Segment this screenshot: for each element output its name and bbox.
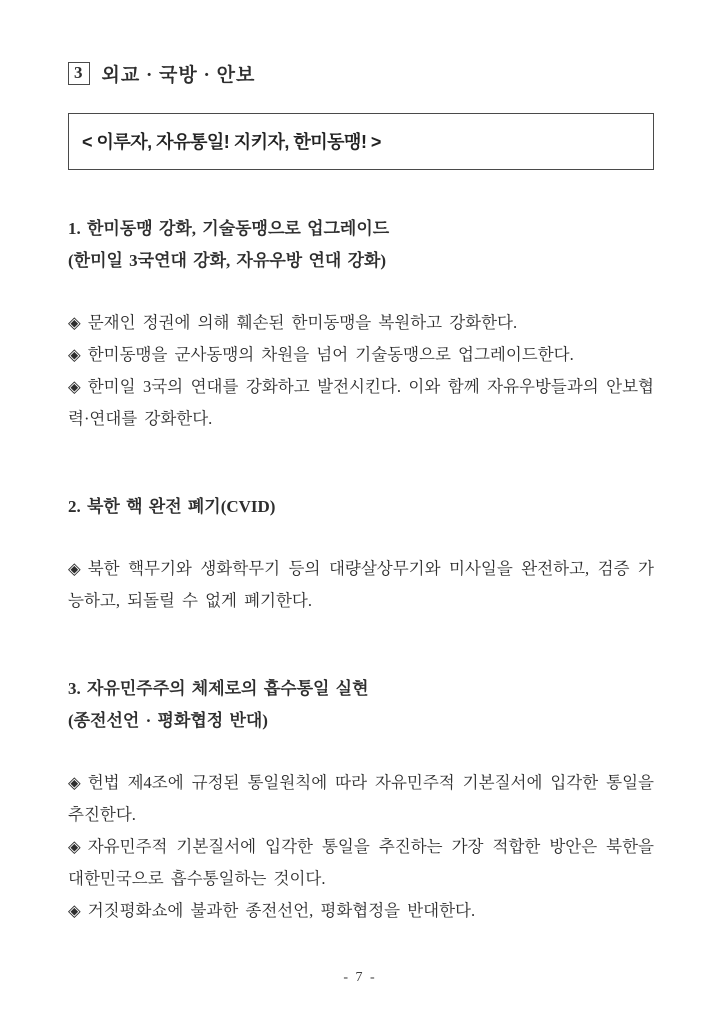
- section-3-title: 3. 자유민주주의 체제로의 흡수통일 실현: [68, 679, 369, 698]
- bullet-text: 북한 핵무기와 생화학무기 등의 대량살상무기와 미사일을 완전하고, 검증 가능하고, 되돌릴 수 없게 폐기한다.: [68, 559, 654, 610]
- bullet-text: 한미동맹을 군사동맹의 차원을 넘어 기술동맹으로 업그레이드한다.: [87, 345, 574, 364]
- diamond-bullet-icon: ◈: [68, 313, 81, 332]
- section-1-title: 1. 한미동맹 강화, 기술동맹으로 업그레이드: [68, 219, 390, 238]
- section-nuclear: [68, 491, 654, 617]
- bullet-item: [68, 895, 654, 927]
- section-number-box: [68, 62, 90, 85]
- diamond-bullet-icon: ◈: [68, 345, 81, 364]
- section-2-bullets: [68, 553, 654, 617]
- bullet-text: 헌법 제4조에 규정된 통일원칙에 따라 자유민주적 기본질서에 입각한 통일을 추진한다.: [68, 773, 654, 824]
- bullet-item: [68, 767, 654, 831]
- page-number: - 7 -: [343, 970, 377, 985]
- page-title: 외교 · 국방 · 안보: [101, 65, 256, 86]
- section-1-subtitle: (한미일 3국연대 강화, 자유우방 연대 강화): [68, 251, 387, 270]
- diamond-bullet-icon: ◈: [68, 837, 81, 856]
- bullet-item: [68, 553, 654, 617]
- bullet-text: 한미일 3국의 연대를 강화하고 발전시킨다. 이와 함께 자유우방들과의 안보협력·연대를 강화한다.: [68, 377, 654, 428]
- diamond-bullet-icon: ◈: [68, 559, 81, 578]
- bullet-text: 문재인 정권에 의해 훼손된 한미동맹을 복원하고 강화한다.: [87, 313, 518, 332]
- document-header: [68, 60, 654, 87]
- section-3-subtitle: (종전선언 · 평화협정 반대): [68, 711, 268, 730]
- slogan-text: < 이루자, 자유통일! 지키자, 한미동맹! >: [82, 132, 381, 152]
- section-2-title: 2. 북한 핵 완전 폐기(CVID): [68, 497, 276, 516]
- bullet-item: [68, 307, 654, 339]
- section-unification: [68, 673, 654, 927]
- diamond-bullet-icon: ◈: [68, 377, 81, 396]
- diamond-bullet-icon: ◈: [68, 901, 81, 920]
- section-number: 3: [74, 62, 84, 82]
- bullet-item: [68, 371, 654, 435]
- slogan-box: [68, 113, 654, 170]
- bullet-item: [68, 831, 654, 895]
- bullet-text: 자유민주적 기본질서에 입각한 통일을 추진하는 가장 적합한 방안은 북한을 대한민국으로 흡수통일하는 것이다.: [68, 837, 654, 888]
- section-alliance: [68, 213, 654, 435]
- bullet-item: [68, 339, 654, 371]
- section-1-bullets: [68, 307, 654, 435]
- section-3-bullets: [68, 767, 654, 927]
- diamond-bullet-icon: ◈: [68, 773, 81, 792]
- bullet-text: 거짓평화쇼에 불과한 종전선언, 평화협정을 반대한다.: [87, 901, 476, 920]
